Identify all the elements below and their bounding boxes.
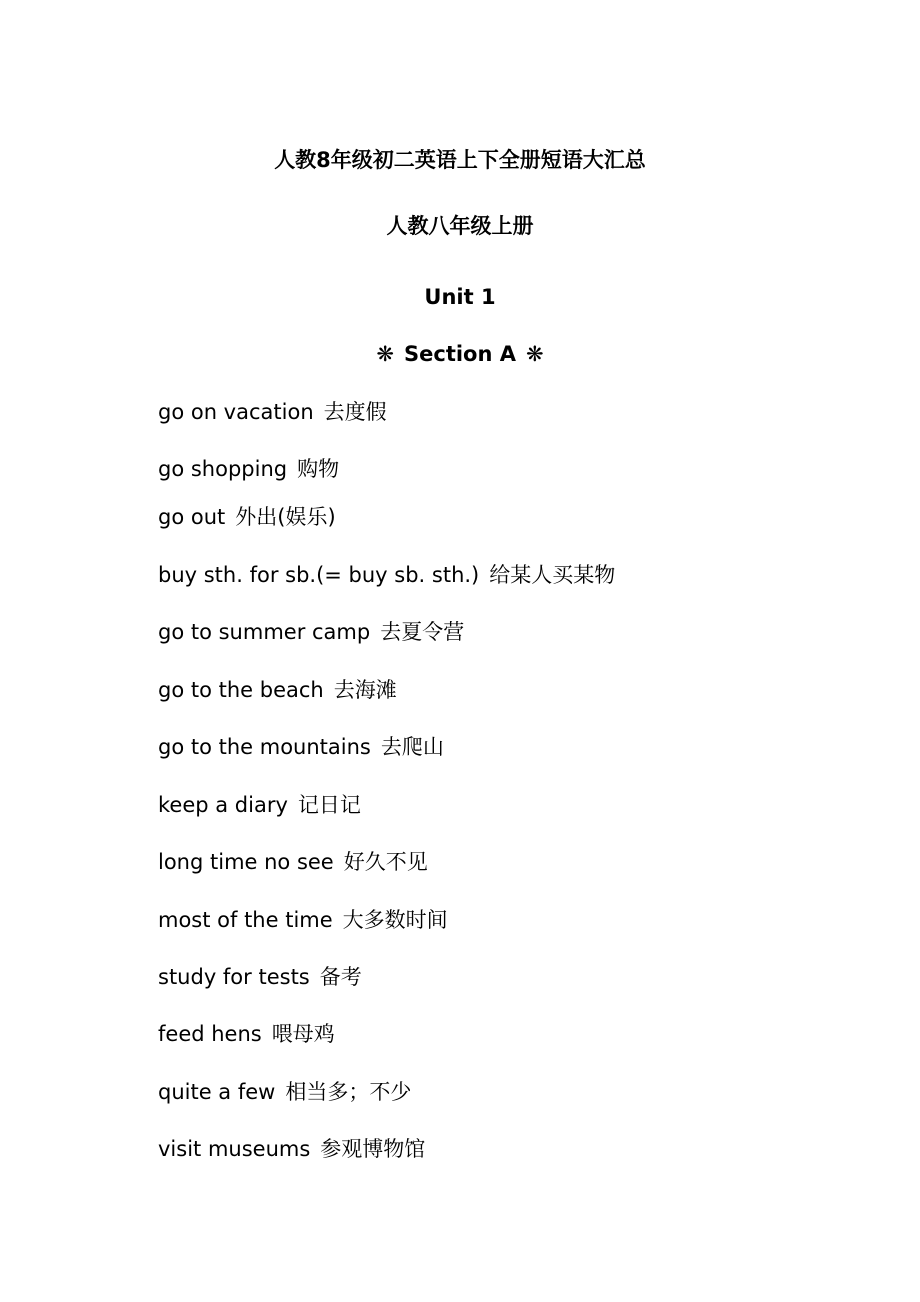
phrase-chinese: 去夏令营 (380, 620, 465, 644)
phrase-chinese: 喂母鸡 (271, 1022, 335, 1046)
phrase-english: quite a few (158, 1080, 276, 1104)
phrase-english: feed hens (158, 1022, 262, 1046)
phrase-item (158, 906, 448, 934)
document-title: 人教8年级初二英语上下全册短语大汇总 (274, 148, 646, 172)
phrase-chinese: 备考 (319, 965, 362, 989)
phrase-item (158, 561, 615, 589)
phrase-chinese: 参观博物馆 (320, 1137, 426, 1161)
phrase-chinese: 去爬山 (380, 735, 444, 759)
ornament-left-icon: ❋ (376, 342, 394, 366)
phrase-english: go out (158, 505, 226, 529)
phrase-item (158, 455, 339, 483)
phrase-chinese: 去度假 (323, 400, 387, 424)
phrase-english: go to summer camp (158, 620, 371, 644)
section-label: Section A (404, 342, 516, 366)
phrase-item (158, 848, 428, 876)
phrase-item (158, 618, 464, 646)
document-subtitle: 人教八年级上册 (386, 214, 534, 238)
phrase-chinese: 大多数时间 (342, 908, 448, 932)
phrase-item (158, 676, 397, 704)
phrase-chinese: 给某人买某物 (489, 563, 616, 587)
phrase-chinese: 好久不见 (343, 850, 428, 874)
phrase-item (158, 1135, 425, 1163)
phrase-english: go on vacation (158, 400, 314, 424)
phrase-english: go to the beach (158, 678, 324, 702)
ornament-right-icon: ❋ (526, 342, 544, 366)
phrase-english: go to the mountains (158, 735, 371, 759)
phrase-chinese: 购物 (297, 457, 340, 481)
phrase-english: visit museums (158, 1137, 311, 1161)
phrase-english: long time no see (158, 850, 334, 874)
phrase-chinese: 去海滩 (333, 678, 397, 702)
phrase-item (158, 733, 444, 761)
phrase-english: most of the time (158, 908, 333, 932)
phrase-item (158, 963, 362, 991)
phrase-chinese: 外出(娱乐) (235, 505, 336, 529)
unit-heading: Unit 1 (424, 285, 496, 309)
phrase-item (158, 398, 387, 426)
phrase-chinese: 相当多；不少 (285, 1080, 412, 1104)
phrase-english: go shopping (158, 457, 288, 481)
phrase-item (158, 503, 336, 531)
phrase-item (158, 1020, 335, 1048)
phrase-english: study for tests (158, 965, 310, 989)
phrase-item (158, 1078, 411, 1106)
phrase-english: buy sth. for sb.(= buy sb. sth.) (158, 563, 480, 587)
phrase-item (158, 791, 361, 819)
section-heading (0, 340, 920, 368)
phrase-english: keep a diary (158, 793, 288, 817)
phrase-chinese: 记日记 (297, 793, 361, 817)
